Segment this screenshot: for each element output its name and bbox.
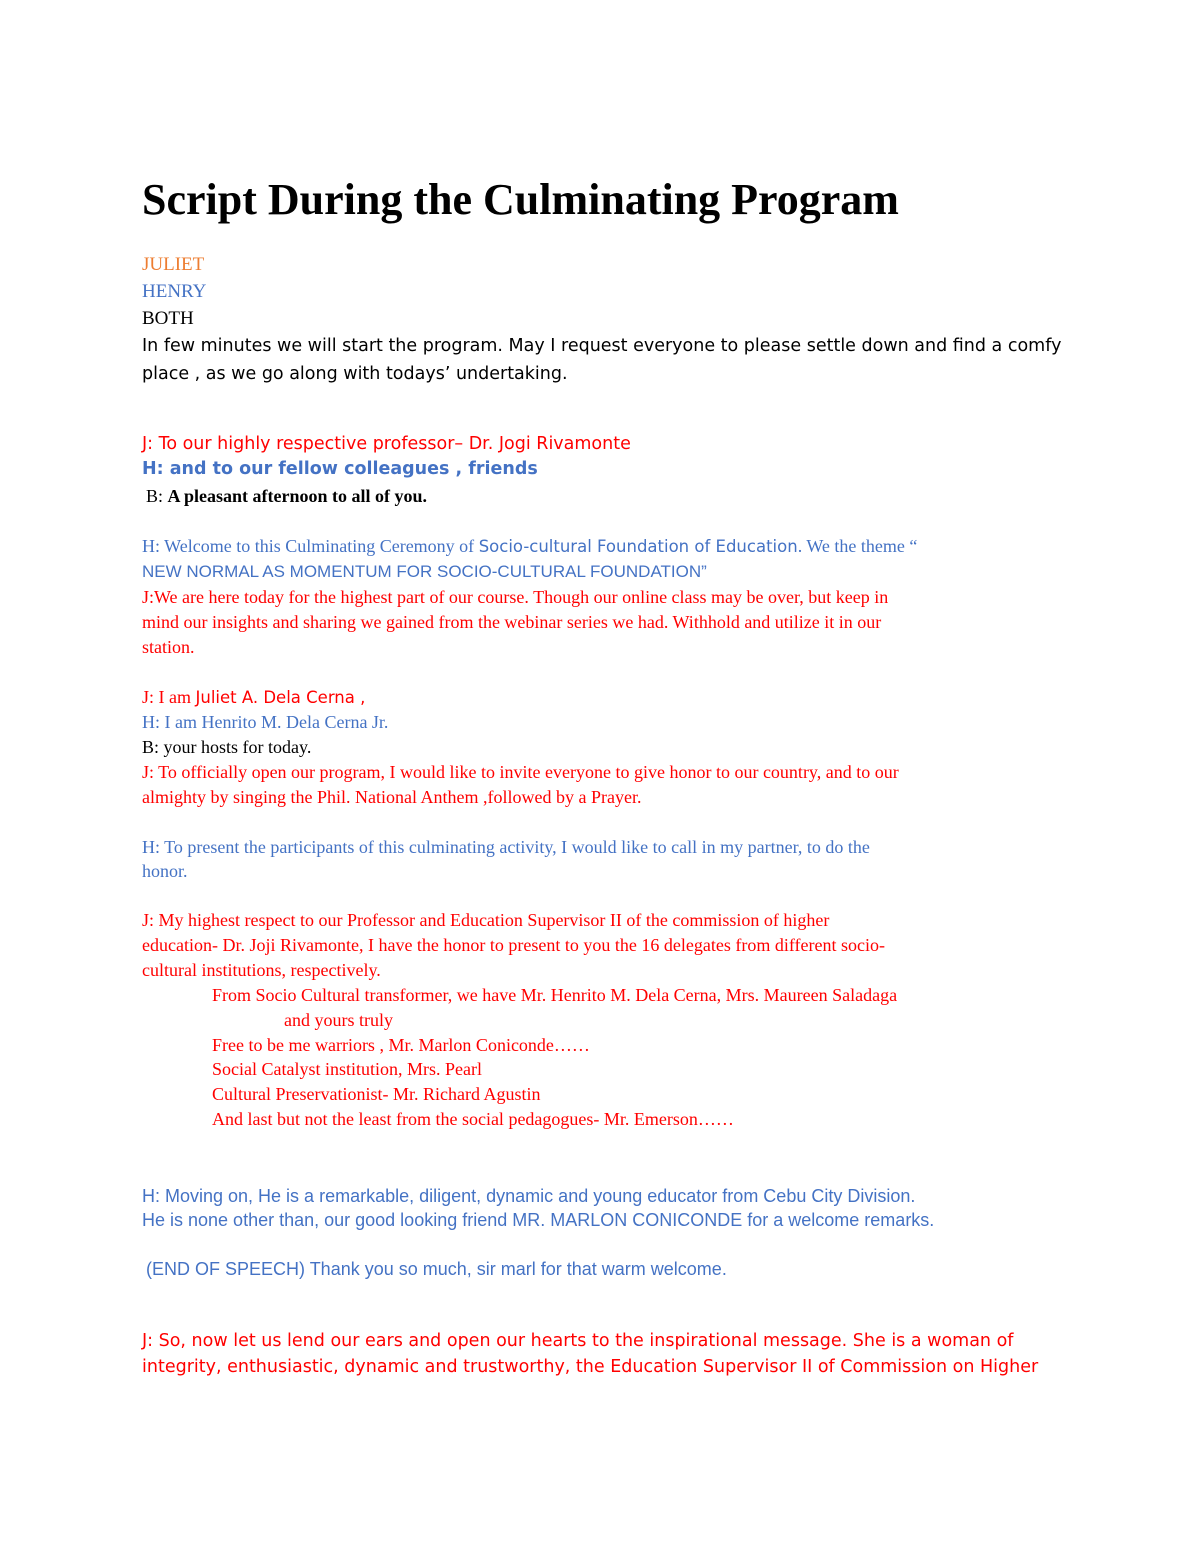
speaker-henry: HENRY bbox=[142, 281, 207, 302]
inspirational-juliet-line-2: integrity, enthusiastic, dynamic and trustworthy, the Education Supervisor II of Commission on Higher bbox=[142, 1357, 1039, 1377]
hosts-henry: H: I am Henrito M. Dela Cerna Jr. bbox=[142, 712, 389, 732]
greeting-both bbox=[146, 486, 427, 507]
welcome-henry-line-1 bbox=[142, 536, 917, 557]
intro-line-2: place , as we go along with todays’ undertaking. bbox=[142, 364, 568, 384]
hosts-juliet bbox=[142, 687, 365, 708]
speaker-both: BOTH bbox=[142, 308, 194, 329]
participant-list-item: Cultural Preservationist- Mr. Richard Agustin bbox=[212, 1084, 541, 1104]
greeting-both-text: A pleasant afternoon to all of you. bbox=[167, 486, 428, 506]
participants-juliet-line-2: education- Dr. Joji Rivamonte, I have the honor to present to you the 16 delegates from different socio- bbox=[142, 935, 885, 955]
welcome-juliet-line-1: J:We are here today for the highest part of our course. Though our online class may be over, but keep in bbox=[142, 587, 889, 607]
greeting-both-prefix: B: bbox=[146, 486, 168, 506]
participant-list-item: From Socio Cultural transformer, we have Mr. Henrito M. Dela Cerna, Mrs. Maureen Saladaga bbox=[212, 985, 898, 1005]
welcome-course-name: Socio-cultural Foundation of Education bbox=[478, 537, 798, 556]
intro-line-1: In few minutes we will start the program. May I request everyone to please settle down and find a comfy bbox=[142, 336, 1062, 356]
remarks-henry-line-2: He is none other than, our good looking friend MR. MARLON CONICONDE for a welcome remarks. bbox=[142, 1210, 935, 1230]
welcome-juliet-line-3: station. bbox=[142, 637, 195, 657]
participant-list-item: Social Catalyst institution, Mrs. Pearl bbox=[212, 1059, 482, 1079]
hosts-open-line-1: J: To officially open our program, I would like to invite everyone to give honor to our country, and to our bbox=[142, 762, 899, 782]
welcome-juliet-line-2: mind our insights and sharing we gained from the webinar series we had. Withhold and utilize it in our bbox=[142, 612, 882, 632]
hosts-juliet-name: Juliet A. Dela Cerna , bbox=[195, 688, 366, 707]
remarks-end-line: (END OF SPEECH) Thank you so much, sir marl for that warm welcome. bbox=[146, 1259, 727, 1279]
hosts-both: B: your hosts for today. bbox=[142, 737, 312, 757]
participants-henry-line-2: honor. bbox=[142, 861, 188, 881]
welcome-theme: NEW NORMAL AS MOMENTUM FOR SOCIO-CULTURAL FOUNDATION” bbox=[142, 562, 707, 581]
hosts-open-line-2: almighty by singing the Phil. National Anthem ,followed by a Prayer. bbox=[142, 787, 642, 807]
greeting-juliet: J: To our highly respective professor– Dr. Jogi Rivamonte bbox=[142, 434, 631, 454]
page-title: Script During the Culminating Program bbox=[142, 175, 899, 224]
participant-list-item: And last but not the least from the social pedagogues- Mr. Emerson…… bbox=[212, 1109, 734, 1129]
greeting-henry: H: and to our fellow colleagues , friends bbox=[142, 459, 538, 479]
participant-list-item: and yours truly bbox=[284, 1010, 393, 1030]
hosts-juliet-prefix: J: I am bbox=[142, 687, 196, 707]
remarks-henry-line-1: H: Moving on, He is a remarkable, diligent, dynamic and young educator from Cebu City Division. bbox=[142, 1186, 916, 1206]
speaker-juliet: JULIET bbox=[142, 254, 205, 275]
participants-juliet-line-1: J: My highest respect to our Professor and Education Supervisor II of the commission of higher bbox=[142, 910, 830, 930]
participant-list-item: Free to be me warriors , Mr. Marlon Coniconde…… bbox=[212, 1035, 590, 1055]
participants-henry-line-1: H: To present the participants of this culminating activity, I would like to call in my partner, to do the bbox=[142, 837, 870, 857]
welcome-theme-intro: . We the theme “ bbox=[797, 536, 918, 556]
inspirational-juliet-line-1: J: So, now let us lend our ears and open our hearts to the inspirational message. She is a woman of bbox=[142, 1331, 1014, 1351]
participants-juliet-line-3: cultural institutions, respectively. bbox=[142, 960, 381, 980]
welcome-henry-intro: H: Welcome to this Culminating Ceremony of bbox=[142, 536, 479, 556]
